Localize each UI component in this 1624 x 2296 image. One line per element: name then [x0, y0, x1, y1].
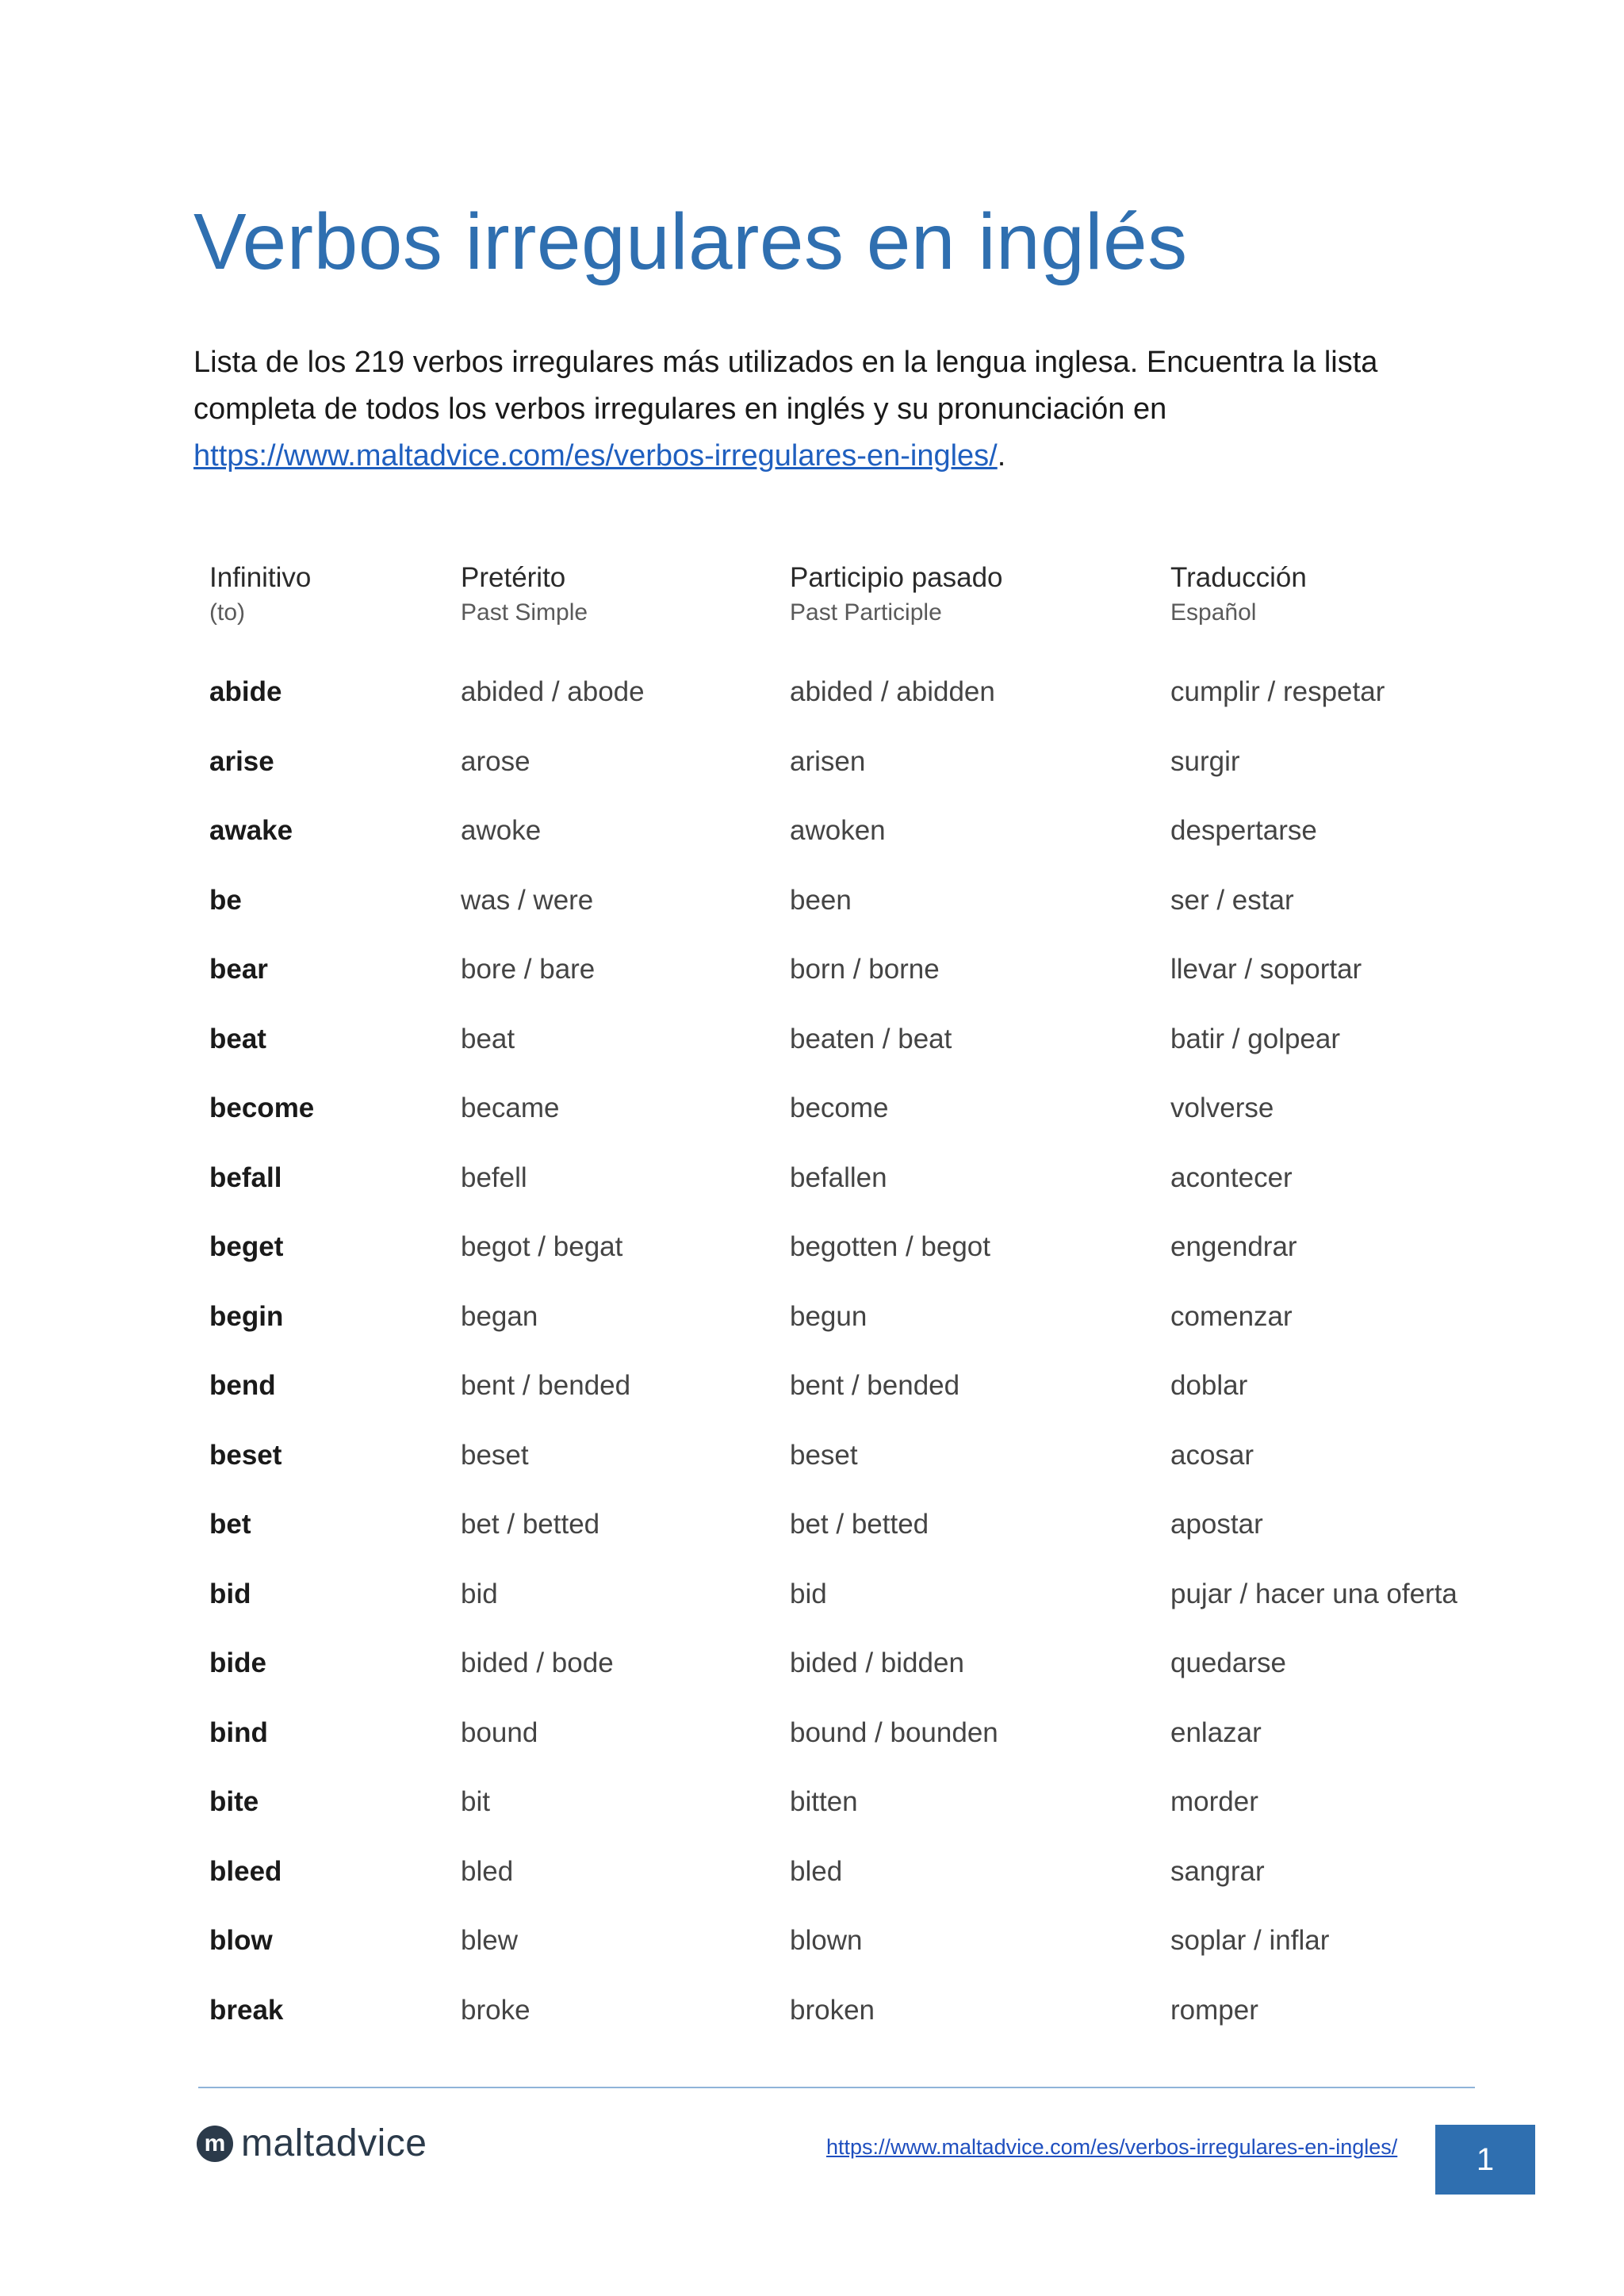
- cell-translation: acosar: [1170, 1439, 1254, 1471]
- page-title: Verbos irregulares en inglés: [193, 197, 1188, 286]
- intro-paragraph: [193, 339, 1431, 480]
- cell-past-simple: bound: [461, 1716, 538, 1748]
- header-subtitle: Past Simple: [461, 599, 588, 626]
- cell-past-participle: befallen: [790, 1161, 887, 1193]
- table-row: [209, 1089, 1478, 1158]
- cell-past-simple: bided / bode: [461, 1647, 614, 1678]
- cell-translation: doblar: [1170, 1370, 1248, 1401]
- table-row: [209, 1366, 1478, 1436]
- cell-past-participle: bided / bidden: [790, 1647, 964, 1678]
- header-title: Participio pasado: [790, 562, 1003, 593]
- cell-past-participle: been: [790, 884, 852, 916]
- header-participio: [790, 560, 1003, 629]
- table-row: [209, 1991, 1478, 2061]
- cell-translation: surgir: [1170, 745, 1240, 777]
- cell-past-simple: bled: [461, 1855, 514, 1887]
- header-subtitle: Past Participle: [790, 599, 942, 626]
- cell-translation: engendrar: [1170, 1231, 1297, 1262]
- table-row: [209, 742, 1478, 812]
- table-row: [209, 1227, 1478, 1297]
- table-row: [209, 1852, 1478, 1922]
- cell-past-simple: bid: [461, 1578, 498, 1609]
- cell-translation: quedarse: [1170, 1647, 1286, 1678]
- cell-translation: ser / estar: [1170, 884, 1294, 916]
- cell-translation: morder: [1170, 1786, 1258, 1817]
- footer-divider: [198, 2087, 1475, 2088]
- cell-past-simple: became: [461, 1093, 560, 1123]
- cell-translation: cumplir / respetar: [1170, 676, 1385, 707]
- cell-infinitive: bid: [209, 1578, 251, 1609]
- cell-past-participle: bent / bended: [790, 1370, 960, 1401]
- cell-infinitive: bind: [209, 1716, 268, 1748]
- cell-infinitive: beat: [209, 1023, 266, 1054]
- cell-past-simple: befell: [461, 1161, 527, 1193]
- table-row: [209, 1297, 1478, 1367]
- cell-past-simple: bet / betted: [461, 1509, 600, 1540]
- table-row: [209, 1713, 1478, 1783]
- cell-translation: apostar: [1170, 1509, 1263, 1540]
- cell-infinitive: beget: [209, 1231, 284, 1262]
- cell-past-simple: began: [461, 1300, 538, 1332]
- table-row: [209, 811, 1478, 881]
- cell-infinitive: abide: [209, 676, 282, 707]
- cell-past-simple: bent / bended: [461, 1370, 631, 1401]
- cell-translation: acontecer: [1170, 1161, 1293, 1193]
- cell-translation: batir / golpear: [1170, 1023, 1341, 1054]
- cell-infinitive: awake: [209, 815, 293, 846]
- cell-translation: enlazar: [1170, 1716, 1262, 1748]
- table-row: [209, 1782, 1478, 1852]
- cell-past-simple: was / were: [461, 884, 594, 916]
- cell-infinitive: break: [209, 1994, 284, 2026]
- table-row: [209, 881, 1478, 951]
- cell-infinitive: blow: [209, 1925, 273, 1956]
- logo-wordmark: maltadvice: [241, 2122, 427, 2164]
- cell-translation: soplar / inflar: [1170, 1925, 1330, 1956]
- intro-period: .: [997, 439, 1006, 473]
- cell-past-participle: become: [790, 1093, 889, 1123]
- cell-past-simple: bit: [461, 1786, 490, 1817]
- cell-past-participle: bet / betted: [790, 1509, 929, 1540]
- cell-translation: comenzar: [1170, 1300, 1293, 1332]
- cell-past-participle: awoken: [790, 815, 886, 846]
- cell-past-simple: begot / begat: [461, 1231, 623, 1262]
- header-title: Infinitivo: [209, 562, 312, 593]
- cell-past-participle: begotten / begot: [790, 1231, 990, 1262]
- table-row: [209, 1505, 1478, 1575]
- cell-past-simple: broke: [461, 1994, 530, 2026]
- cell-past-participle: born / borne: [790, 954, 940, 985]
- table-row: [209, 1436, 1478, 1506]
- table-row: [209, 1921, 1478, 1991]
- cell-past-participle: beaten / beat: [790, 1023, 952, 1054]
- header-subtitle: Español: [1170, 599, 1257, 626]
- table-row: [209, 1644, 1478, 1713]
- cell-past-participle: abided / abidden: [790, 676, 995, 707]
- cell-infinitive: bite: [209, 1786, 259, 1817]
- header-traduccion: [1170, 560, 1307, 629]
- cell-past-participle: beset: [790, 1439, 858, 1471]
- cell-translation: volverse: [1170, 1093, 1274, 1123]
- cell-past-simple: beset: [461, 1439, 529, 1471]
- header-title: Traducción: [1170, 562, 1307, 593]
- cell-past-simple: arose: [461, 745, 530, 777]
- table-row: [209, 950, 1478, 1020]
- cell-infinitive: bear: [209, 954, 268, 985]
- page-number: 1: [1435, 2125, 1535, 2195]
- maltadvice-logo-icon: m: [197, 2126, 233, 2162]
- table-header: [209, 560, 1478, 655]
- footer-link[interactable]: https://www.maltadvice.com/es/verbos-irregulares-en-ingles/: [826, 2135, 1398, 2159]
- cell-past-participle: bound / bounden: [790, 1716, 998, 1748]
- cell-past-simple: beat: [461, 1023, 515, 1054]
- cell-past-participle: bitten: [790, 1786, 858, 1817]
- cell-past-participle: begun: [790, 1300, 868, 1332]
- cell-infinitive: be: [209, 884, 242, 916]
- cell-past-participle: bled: [790, 1855, 843, 1887]
- intro-text: Lista de los 219 verbos irregulares más utilizados en la lengua inglesa. Encuentra la lista completa de todos los verbos irregulares en inglés y su pronunciación en: [193, 346, 1378, 426]
- cell-past-simple: blew: [461, 1925, 518, 1956]
- table-body: [209, 672, 1478, 2060]
- cell-translation: pujar / hacer una oferta: [1170, 1578, 1457, 1609]
- cell-past-simple: abided / abode: [461, 676, 645, 707]
- table-row: [209, 1575, 1478, 1644]
- header-preterito: [461, 560, 588, 629]
- cell-infinitive: arise: [209, 745, 274, 777]
- cell-translation: despertarse: [1170, 815, 1317, 846]
- cell-past-participle: broken: [790, 1994, 875, 2026]
- cell-translation: llevar / soportar: [1170, 954, 1362, 985]
- intro-link[interactable]: https://www.maltadvice.com/es/verbos-irregulares-en-ingles/: [193, 439, 998, 473]
- cell-infinitive: bleed: [209, 1855, 282, 1887]
- cell-infinitive: bet: [209, 1509, 251, 1540]
- cell-past-simple: bore / bare: [461, 954, 596, 985]
- verbs-table: [209, 560, 1478, 2026]
- cell-infinitive: befall: [209, 1161, 282, 1193]
- table-row: [209, 672, 1478, 742]
- cell-translation: romper: [1170, 1994, 1258, 2026]
- maltadvice-logo: [197, 2122, 427, 2164]
- cell-infinitive: bend: [209, 1370, 276, 1401]
- cell-past-simple: awoke: [461, 815, 542, 846]
- cell-infinitive: bide: [209, 1647, 266, 1678]
- cell-infinitive: begin: [209, 1300, 284, 1332]
- table-row: [209, 1158, 1478, 1228]
- cell-infinitive: beset: [209, 1439, 282, 1471]
- cell-past-participle: bid: [790, 1578, 827, 1609]
- header-infinitivo: [209, 560, 311, 629]
- header-title: Pretérito: [461, 562, 566, 593]
- table-row: [209, 1020, 1478, 1089]
- header-subtitle: (to): [209, 599, 245, 626]
- cell-infinitive: become: [209, 1093, 315, 1123]
- cell-past-participle: arisen: [790, 745, 866, 777]
- cell-past-participle: blown: [790, 1925, 863, 1956]
- cell-translation: sangrar: [1170, 1855, 1265, 1887]
